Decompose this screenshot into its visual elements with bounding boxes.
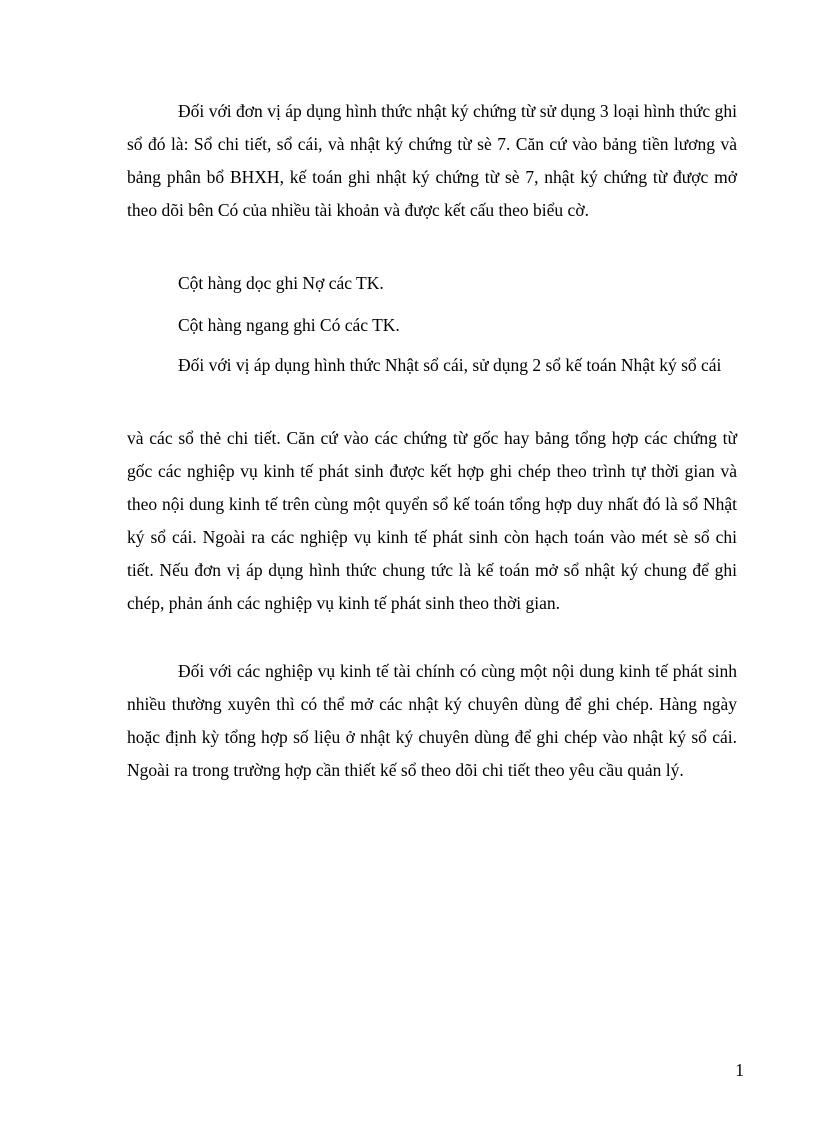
paragraph-4: Đối với vị áp dụng hình thức Nhật sổ cái, sử dụng 2 sổ kế toán Nhật ký sổ cái [178, 355, 722, 375]
paragraph-5: và các sổ thẻ chi tiết. Căn cứ vào các chứng từ gốc hay bảng tổng hợp các chứng từ gốc các nghiệp vụ kinh tế phát sinh được kết hợp ghi chép theo trình tự thời gian và theo nội dung kinh tế trên cùng một quyển sổ kế toán tổng hợp duy nhất đó là sổ Nhật ký sổ cái. Ngoài ra các nghiệp vụ kinh tế phát sinh còn hạch toán vào mét sè sổ chi tiết. Nếu đơn vị áp dụng hình thức chung tức là kế toán mở sổ nhật ký chung để ghi chép, phản ánh các nghiệp vụ kinh tế phát sinh theo thời gian. [127, 428, 737, 613]
body-text-block [127, 349, 737, 382]
paragraph-1: Đối với đơn vị áp dụng hình thức nhật ký chứng từ sử dụng 3 loại hình thức ghi sổ đó là: Sổ chi tiết, sổ cái, và nhật ký chứng từ sè 7. Căn cứ vào bảng tiền lương và bảng phân bổ BHXH, kế toán ghi nhật ký chứng từ sè 7, nhật ký chứng từ được mở theo dõi bên Có của nhiều tài khoản và được kết cấu theo biểu cờ. [127, 101, 737, 220]
page-number: 1 [735, 1060, 744, 1080]
paragraph-6: Đối với các nghiệp vụ kinh tế tài chính có cùng một nội dung kinh tế phát sinh nhiều thường xuyên thì có thể mở các nhật ký chuyên dùng để ghi chép. Hàng ngày hoặc định kỳ tổng hợp số liệu ở nhật ký chuyên dùng để ghi chép vào nhật ký sổ cái. Ngoài ra trong trường hợp cần thiết kế sổ theo dõi chi tiết theo yêu cầu quản lý. [127, 661, 737, 780]
body-text-block [127, 655, 737, 787]
body-text-block [127, 422, 737, 620]
body-text-block [127, 95, 737, 227]
body-text-block [127, 309, 737, 342]
paragraph-2: Cột hàng dọc ghi Nợ các TK. [178, 273, 384, 293]
body-text-block [127, 267, 737, 300]
paragraph-3: Cột hàng ngang ghi Có các TK. [178, 315, 400, 335]
